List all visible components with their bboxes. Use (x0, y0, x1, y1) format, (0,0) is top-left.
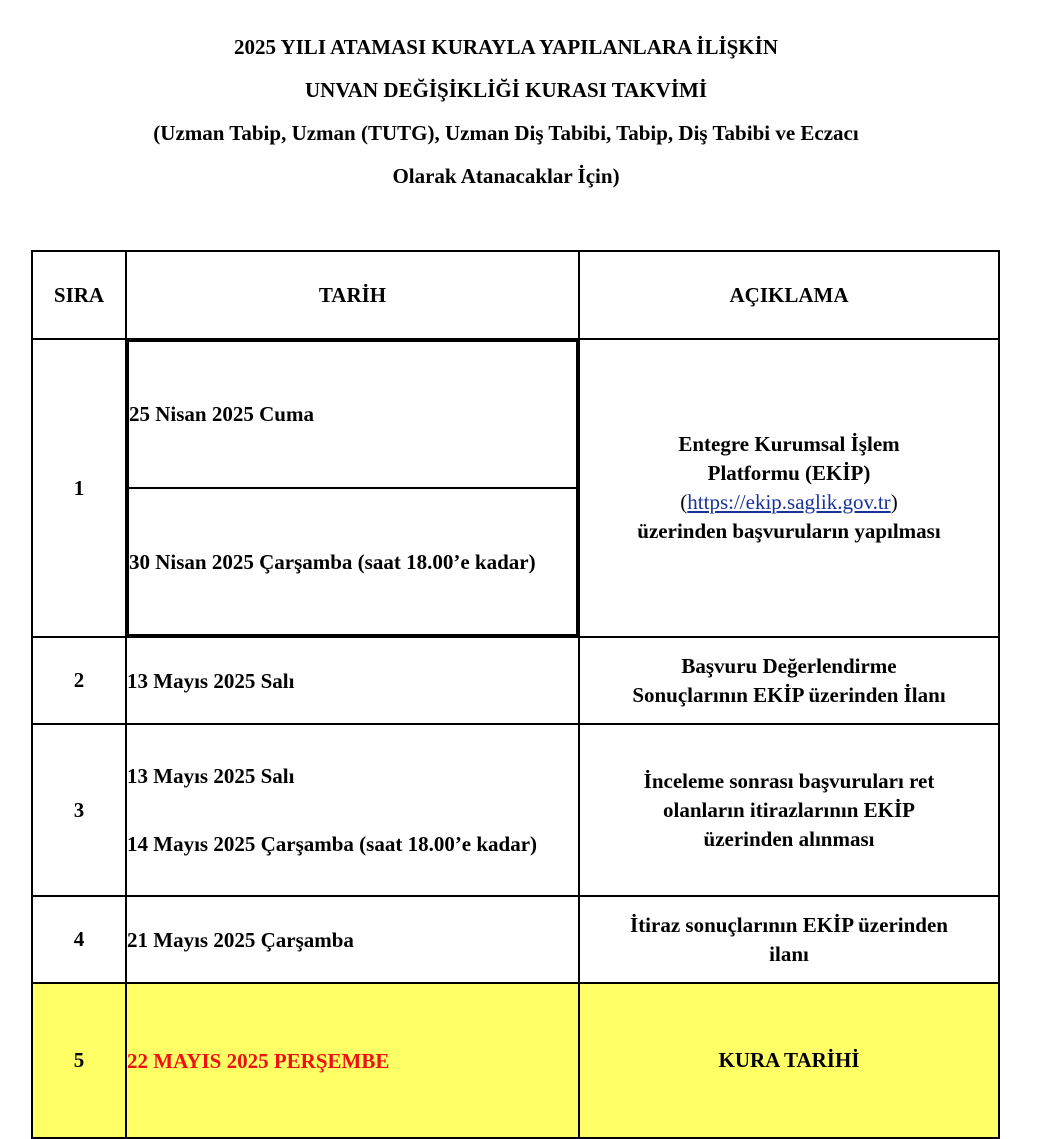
description-cell (579, 896, 999, 983)
description-line: üzerinden başvuruların yapılması (637, 519, 941, 543)
description-line: İnceleme sonrası başvuruları ret (643, 768, 935, 793)
lottery-date: 22 MAYIS 2025 PERŞEMBE (126, 983, 579, 1138)
description-line: İtiraz sonuçlarının EKİP üzerinden (630, 912, 948, 937)
description-line: Sonuçlarının EKİP üzerinden İlanı (632, 682, 946, 707)
paren-close: ) (890, 490, 898, 514)
date-end: 30 Nisan 2025 Çarşamba (saat 18.00’e kadar) (128, 488, 577, 635)
description-line: Entegre Kurumsal İşlem (678, 432, 900, 456)
spacer (127, 790, 578, 830)
table-row-highlighted (32, 983, 999, 1138)
description-link-line (580, 488, 998, 517)
row-number: 1 (32, 339, 126, 637)
description-cell (579, 637, 999, 724)
date-cell: 21 Mayıs 2025 Çarşamba (126, 896, 579, 983)
column-header-tarih: TARİH (126, 251, 579, 339)
document-title (0, 26, 1012, 198)
date-end: 14 Mayıs 2025 Çarşamba (saat 18.00’e kadar) (127, 832, 538, 856)
ekip-link[interactable]: https://ekip.saglik.gov.tr (687, 490, 891, 514)
table-header-row (32, 251, 999, 339)
date-start: 13 Mayıs 2025 Salı (127, 764, 295, 788)
date-cell (126, 339, 579, 637)
row-number: 4 (32, 896, 126, 983)
row-number: 2 (32, 637, 126, 724)
title-line-4: Olarak Atanacaklar İçin) (392, 164, 620, 188)
date-cell: 13 Mayıs 2025 Salı (126, 637, 579, 724)
description-cell (579, 724, 999, 896)
title-line-3: (Uzman Tabip, Uzman (TUTG), Uzman Diş Tabibi, Tabip, Diş Tabibi ve Eczacı (153, 121, 859, 145)
description-line: üzerinden alınması (703, 826, 875, 851)
lottery-label: KURA TARİHİ (579, 983, 999, 1138)
row-number: 3 (32, 724, 126, 896)
column-header-sira: SIRA (32, 251, 126, 339)
title-line-1: 2025 YILI ATAMASI KURAYLA YAPILANLARA İLİŞKİN (234, 35, 778, 59)
column-header-aciklama: AÇIKLAMA (579, 251, 999, 339)
description-line: Başvuru Değerlendirme (681, 653, 897, 678)
description-cell (579, 339, 999, 637)
title-line-2: UNVAN DEĞİŞİKLİĞİ KURASI TAKVİMİ (304, 78, 707, 102)
schedule-table (31, 250, 1000, 1139)
table-row (32, 339, 999, 637)
paren-open: ( (680, 490, 688, 514)
table-row (32, 637, 999, 724)
description-line: olanların itirazlarının EKİP (662, 797, 915, 822)
date-subtable (127, 340, 578, 636)
date-start: 25 Nisan 2025 Cuma (128, 341, 577, 488)
table-row (32, 896, 999, 983)
table-row (32, 724, 999, 896)
row-number: 5 (32, 983, 126, 1138)
description-line: Platformu (EKİP) (707, 461, 871, 485)
description-line: ilanı (769, 941, 809, 966)
date-cell (126, 724, 579, 896)
